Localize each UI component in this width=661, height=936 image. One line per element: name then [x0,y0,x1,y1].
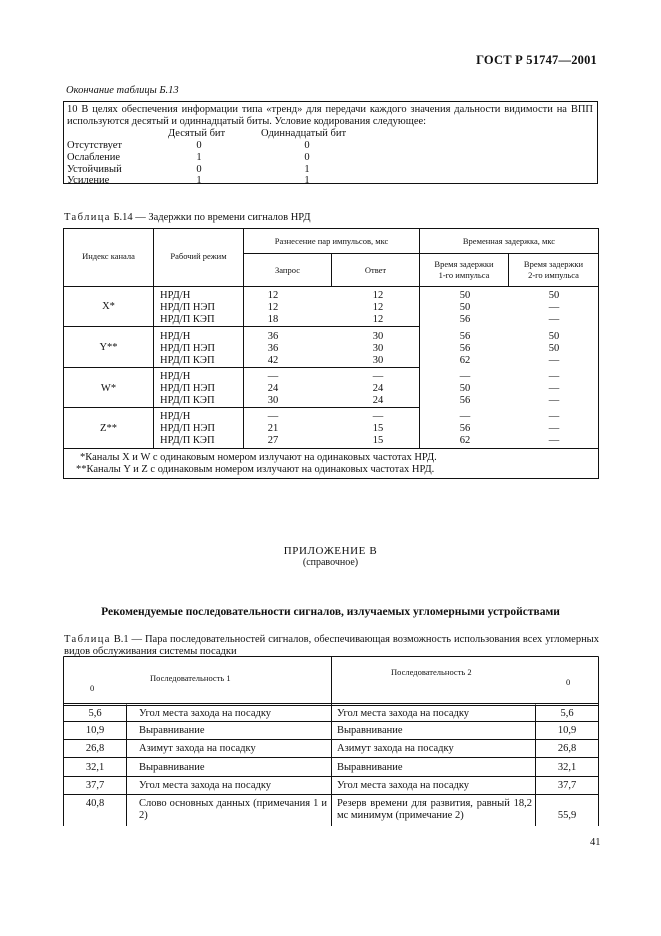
b14-h-mode: Рабочий режим [170,251,227,261]
b14-request [257,411,289,447]
b14-delay1 [449,371,481,407]
b14-modes [160,411,215,447]
b13-row-label: Устойчивый [67,164,122,175]
caption-rest: В.1 — Пара последовательностей сигналов, обеспечивающая возможность использования всех угломерных видов обслуживания системы посадки [64,634,599,657]
b1-seq2-cell: Азимут захода на посадку [337,743,454,754]
b1-time-right: 10,9 [557,725,577,736]
b14-mode: НРД/П КЭП [160,355,215,366]
b14-reply-value: 30 [372,343,384,354]
b14-h-second-line1: Время задержки [523,259,584,269]
table-b1-caption [64,634,599,658]
appendix-heading [0,545,661,569]
b14-request [257,290,289,326]
b14-request-value: — [267,411,279,422]
b14-mode: НРД/П НЭП [160,343,216,354]
b14-reply-value: 24 [372,395,384,406]
b1-time-right: 55,9 [557,810,577,821]
b1-seq2-cell: Резерв времени для развития, равный 18,2 мс минимум (примечание 2) [337,798,532,821]
caption-prefix: Таблица [64,634,111,645]
b14-reply-value: 15 [372,435,384,446]
b14-note-2: **Каналы Y и Z с одинаковым номером излучают на одинаковых частотах НРД. [76,464,435,475]
b14-delay1-value: 62 [459,435,471,446]
b14-mode: НРД/П НЭП [160,423,216,434]
b14-h-first-line1: Время задержки [434,259,494,269]
b14-h-reply: Ответ [364,265,387,275]
continuation-label: Окончание таблицы Б.13 [66,85,179,96]
b14-delay1-value: 50 [459,383,471,394]
b1-time-right: 32,1 [557,762,577,773]
b1-time-right: 26,8 [557,743,577,754]
b14-delay2-value: — [548,411,560,422]
b13-row-b11: 0 [304,152,310,163]
b13-row-b11: 1 [304,175,310,186]
b13-col-eleventh: Одиннадцатый бит [261,128,347,139]
b14-reply [362,331,394,367]
b14-reply-value: 24 [372,383,384,394]
b1-seq1-cell: Слово основных данных (примечания 1 и 2) [139,798,327,821]
b14-delay1 [449,411,481,447]
b14-mode: НРД/П КЭП [160,314,215,325]
b13-row-b10: 1 [196,175,202,186]
b14-delay1-value: 56 [459,314,471,325]
b14-mode: НРД/Н [160,411,191,422]
b14-delay2-value: — [548,355,560,366]
b1-h-seq2: Последовательность 2 [391,667,472,677]
b14-mode: НРД/Н [160,371,191,382]
b14-delay2-value: 50 [548,290,560,301]
b1-seq2-cell: Выравнивание [337,762,403,773]
b13-row-label: Ослабление [67,152,121,163]
b14-delay1 [449,290,481,326]
appendix-title: ПРИЛОЖЕНИЕ В [283,545,378,557]
b14-reply-value: 12 [372,302,384,313]
b13-row-b10: 0 [196,140,202,151]
b1-time-right: 5,6 [560,708,574,719]
caption-rest: Б.14 — Задержки по времени сигналов НРД [110,212,311,223]
b14-delay1-value: 56 [459,331,471,342]
b1-h-zero-right: 0 [566,677,571,687]
b14-h-delay: Временная задержка, мкс [462,236,556,246]
b13-row-b11: 1 [304,164,310,175]
standard-header: ГОСТ Р 51747—2001 [476,53,597,67]
b14-reply-value: 15 [372,423,384,434]
b14-mode: НРД/Н [160,290,191,301]
b14-request-value: 36 [267,343,279,354]
b13-paragraph: 10 В целях обеспечения информации типа «тренд» для передачи каждого значения дальности видимости на ВПП используются десятый и одиннадцатый биты. Условие кодирования следующее: [67,104,593,127]
b14-channel: Y** [99,342,118,353]
b13-row-label: Отсутствует [67,140,122,151]
b14-reply-value: 12 [372,290,384,301]
b14-reply-value: — [372,411,384,422]
b13-row-b11: 0 [304,140,310,151]
b14-delay2 [538,371,570,407]
b14-request [257,331,289,367]
b1-time-right: 37,7 [557,780,577,791]
appendix-subtitle: (справочное) [302,557,359,568]
b14-channel: X* [102,301,115,312]
b14-request-value: 21 [267,423,279,434]
b1-seq1-cell: Выравнивание [139,762,205,773]
b1-time-left: 5,6 [88,708,102,719]
b14-delay1-value: 56 [459,423,471,434]
b14-channel: W* [100,383,117,394]
b14-delay2-value: 50 [548,343,560,354]
b14-note-1: *Каналы X и W с одинаковым номером излучают на одинаковых частотах НРД. [80,452,437,463]
b14-delay2-value: — [548,302,560,313]
b1-seq1-cell: Угол места захода на посадку [139,708,272,719]
b14-delay1-value: — [459,371,471,382]
caption-prefix: Таблица [64,212,111,223]
b14-request-value: 42 [267,355,279,366]
b1-seq2-cell: Выравнивание [337,725,403,736]
b14-h-first [420,259,508,281]
b1-h-zero-left: 0 [90,683,95,693]
b14-delay2-value: 50 [548,331,560,342]
b14-mode: НРД/П КЭП [160,435,215,446]
b1-seq1-cell: Азимут захода на посадку [139,743,256,754]
b14-channel: Z** [100,423,117,434]
b14-modes [160,331,215,367]
b14-delay1-value: — [459,411,471,422]
b14-request-value: 36 [267,331,279,342]
b14-delay2-value: — [548,371,560,382]
b14-reply-value: 30 [372,355,384,366]
b14-mode: НРД/П НЭП [160,302,216,313]
b14-h-request: Запрос [275,265,300,275]
b14-reply-value: — [372,371,384,382]
b14-modes [160,371,215,407]
b14-modes [160,290,215,326]
b14-mode: НРД/П КЭП [160,395,215,406]
b1-time-left: 40,8 [85,798,105,809]
b1-time-left: 37,7 [85,780,105,791]
b14-delay1-value: 56 [459,395,471,406]
b13-row-b10: 1 [196,152,202,163]
b14-delay1-value: 62 [459,355,471,366]
b1-seq1-cell: Выравнивание [139,725,205,736]
b13-row-b10: 0 [196,164,202,175]
b1-h-seq1: Последовательность 1 [150,673,231,683]
b14-reply [362,290,394,326]
b14-delay1-value: 50 [459,302,471,313]
b14-delay2 [538,331,570,367]
b14-delay1-value: 50 [459,290,471,301]
b14-request-value: 12 [267,302,279,313]
b13-row-label: Усиление [67,175,110,186]
b13-col-tenth: Десятый бит [168,128,226,139]
b14-delay2 [538,411,570,447]
b1-time-left: 10,9 [85,725,105,736]
b14-h-spacing: Разнесение пар импульсов, мкс [274,236,389,246]
b14-delay2-value: — [548,423,560,434]
b14-request-value: 27 [267,435,279,446]
b14-request-value: 30 [267,395,279,406]
b14-mode: НРД/П НЭП [160,383,216,394]
b14-request [257,371,289,407]
b14-reply-value: 12 [372,314,384,325]
b14-h-second-line2: 2-го импульса [528,270,579,280]
b14-request-value: — [267,371,279,382]
b14-delay2 [538,290,570,326]
section-title: Рекомендуемые последовательности сигналов, излучаемых угломерными устройствами [101,606,560,618]
b14-request-value: 18 [267,314,279,325]
b14-reply [362,411,394,447]
b14-request-value: 12 [267,290,279,301]
b1-time-left: 26,8 [85,743,105,754]
b14-delay2-value: — [548,383,560,394]
b14-h-second [509,259,598,281]
b14-request-value: 24 [267,383,279,394]
b14-delay2-value: — [548,314,560,325]
b14-reply [362,371,394,407]
b1-seq2-cell: Угол места захода на посадку [337,708,470,719]
b14-h-channel: Индекс канала [82,251,135,261]
page-number: 41 [590,837,601,848]
b14-h-first-line2: 1-го импульса [438,270,490,280]
b14-mode: НРД/Н [160,331,191,342]
b14-delay1-value: 56 [459,343,471,354]
b1-seq2-cell: Угол места захода на посадку [337,780,470,791]
b1-seq1-cell: Угол места захода на посадку [139,780,272,791]
b14-delay2-value: — [548,395,560,406]
b14-delay2-value: — [548,435,560,446]
b14-reply-value: 30 [372,331,384,342]
b14-delay1 [449,331,481,367]
b1-time-left: 32,1 [85,762,105,773]
